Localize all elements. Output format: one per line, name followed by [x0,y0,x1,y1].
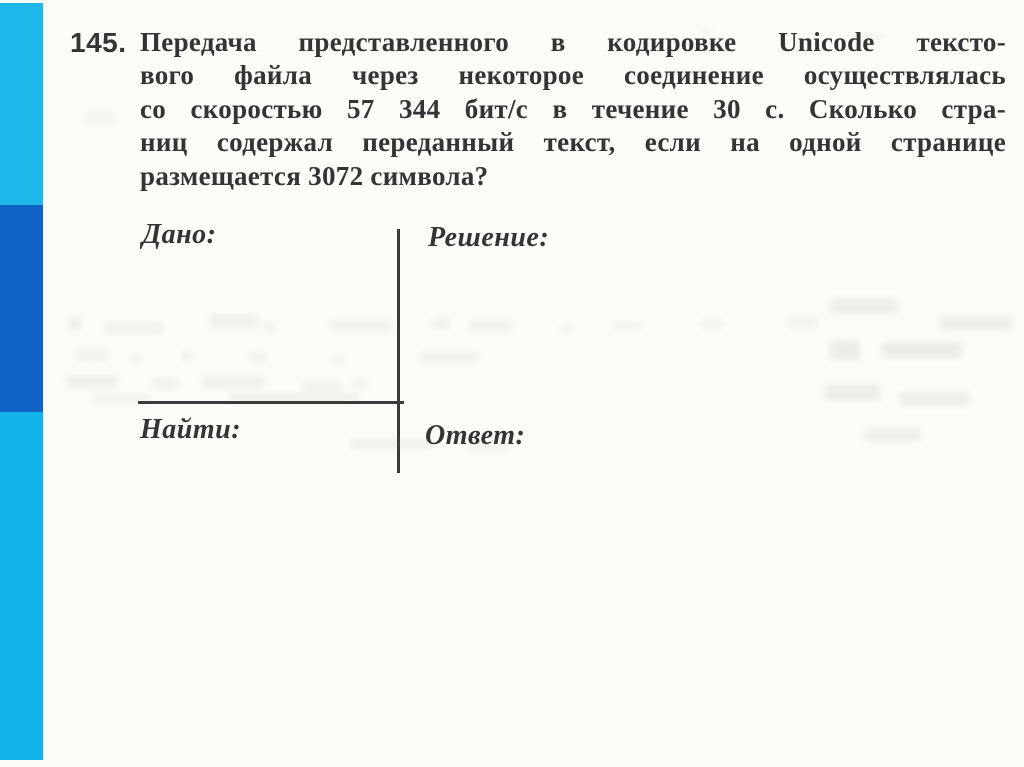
ghost-text-artifact [882,342,962,358]
ghost-text-artifact [830,340,860,360]
ghost-text-artifact [68,316,82,330]
find-label: Найти: [140,414,242,445]
answer-label: Ответ: [425,420,526,451]
left-accent-stripe [0,0,43,767]
ghost-text-artifact [104,322,162,334]
ghost-text-artifact [130,354,142,364]
ghost-text-artifact [865,428,920,442]
ghost-text-artifact [470,320,512,332]
ghost-text-artifact [560,324,574,333]
ghost-text-artifact [152,378,178,389]
ghost-text-artifact [940,315,1012,330]
solution-label: Решение: [428,222,550,253]
ghost-text-artifact [352,379,368,389]
accent-stripe-middle-segment [0,205,43,412]
problem-line: со скоростью 57 344 бит/с в течение 30 с. Сколько стра- [140,93,1006,124]
ghost-text-artifact [900,392,970,406]
ghost-text-artifact [264,322,274,332]
ghost-text-artifact [76,349,108,361]
problem-statement [140,26,1006,193]
ghost-text-artifact [825,385,880,401]
ghost-text-artifact [250,352,266,363]
ghost-text-artifact [420,352,478,364]
problem-line: Передача представленного в кодировке Unicode тексто- [140,27,1006,57]
ghost-text-artifact [210,314,258,328]
ghost-text-artifact [202,376,264,388]
ghost-text-artifact [350,438,432,449]
ghost-text-artifact [432,317,450,329]
ghost-text-artifact [85,112,115,124]
problem-line: ниц содержал переданный текст, если на одной странице [140,127,1006,158]
ghost-text-artifact [66,375,118,388]
ghost-text-artifact [830,298,898,314]
accent-stripe-top-segment [0,3,43,205]
accent-stripe-bottom-segment [0,412,43,760]
ghost-text-artifact [330,320,392,332]
ghost-text-artifact [182,351,192,361]
ghost-text-artifact [612,321,642,330]
given-label: Дано: [142,219,217,250]
problem-number: 145. [70,27,127,58]
problem-line: вого файла через некоторое соединение осуществлялась [140,60,1006,91]
ghost-text-artifact [332,355,344,365]
ghost-text-artifact [302,381,342,392]
ghost-text-artifact [788,317,818,328]
ghost-text-artifact [700,319,724,328]
worksheet-vertical-divider [397,229,400,473]
problem-line: размещается 3072 символа? [140,160,489,191]
worksheet-horizontal-divider [138,401,404,404]
